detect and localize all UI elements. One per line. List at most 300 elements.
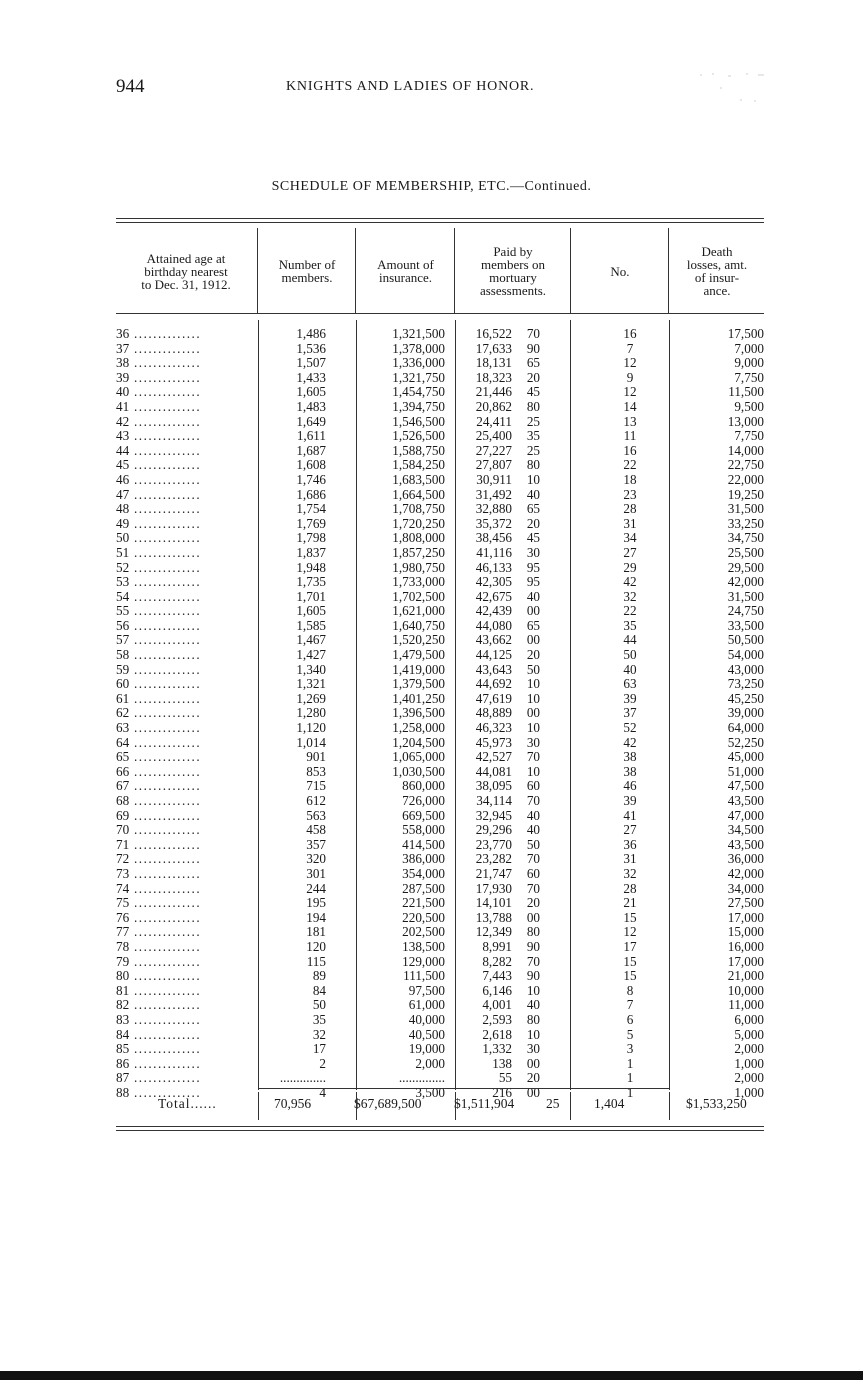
table-row [116,590,764,605]
cell-amount: 1,394,750 [392,398,445,414]
cell-age [116,794,248,809]
table-row [116,940,764,955]
cell-paid: 44,692 [475,676,512,692]
table-row [116,838,764,853]
leader-dots: .............. [129,648,202,663]
leader-dots: .............. [129,939,202,954]
cell-paid: 2,618 [482,1026,512,1042]
cell-amount: 1,479,500 [392,647,445,663]
cell-no: 14 [623,398,637,414]
leader-dots: .............. [129,399,202,414]
leader-dots: .............. [129,677,202,692]
cell-death: 33,250 [727,515,764,531]
cell-death: 11,500 [728,384,764,400]
cell-death: 2,000 [734,1041,764,1057]
cell-death: 11,000 [728,997,764,1013]
header-paid-line: Paid by [493,244,533,259]
header-members [259,232,355,310]
cell-cents: 30 [526,544,540,560]
cell-members: 612 [306,793,326,808]
cell-cents: 00 [526,603,540,619]
cell-amount: 1,664,500 [392,486,445,502]
cell-members: 195 [306,895,326,911]
cell-cents: 40 [526,997,540,1013]
cell-age-value: 63 [116,721,130,736]
cell-members: 458 [306,822,326,838]
cell-amount: 202,500 [402,924,445,940]
column-divider [355,228,356,314]
cell-age-value: 44 [116,443,130,458]
cell-cents: 10 [526,982,540,998]
leader-dots: .............. [129,531,202,546]
table-row [116,867,764,882]
total-members: 70,956 [274,1096,312,1111]
header-death-line: Death [701,244,733,259]
cell-members: 1,120 [296,720,326,736]
cell-amount: 1,378,000 [392,340,445,356]
cell-members: 1,649 [296,413,326,429]
cell-amount: 1,401,250 [392,690,445,706]
cell-cents: 90 [526,938,540,954]
table-row [116,575,764,590]
table-row [116,385,764,400]
leader-dots: .............. [129,852,202,867]
cell-amount: 1,336,000 [392,355,445,371]
cell-cents: 20 [526,369,540,385]
cell-amount: 860,000 [402,778,445,794]
header-rule [116,313,764,314]
cell-death: 43,500 [727,793,764,808]
cell-age-value: 66 [116,764,130,779]
cell-age [116,1057,248,1072]
cell-age-value: 48 [116,502,130,517]
cell-no: 15 [623,968,637,984]
leader-dots: .............. [129,502,202,517]
cell-amount: 1,258,000 [392,720,445,736]
cell-age [116,867,248,882]
cell-cents: 70 [526,326,540,341]
table-row [116,882,764,897]
table-row [116,663,764,678]
cell-death: 7,000 [734,340,764,356]
cell-paid: 35,372 [475,515,512,531]
cell-paid: 34,114 [476,793,512,808]
cell-death: 1,000 [734,1055,764,1071]
cell-cents: 80 [526,398,540,414]
cell-members: 89 [312,968,326,984]
cell-age-value: 51 [116,545,130,560]
cell-cents: 10 [526,763,540,779]
cell-age [116,750,248,765]
leader-dots: .............. [129,808,202,823]
cell-paid: 6,146 [482,982,512,998]
cell-age [116,356,248,371]
cell-members: 120 [306,938,326,954]
cell-age [116,969,248,984]
leader-dots: .............. [129,618,202,633]
table-row [116,1013,764,1028]
cell-age [116,458,248,473]
table-row [116,1057,764,1072]
column-divider [669,1092,670,1120]
cell-amount: 1,546,500 [392,413,445,429]
running-head: KNIGHTS AND LADIES OF HONOR. [286,79,535,94]
total-no: 1,404 [594,1096,625,1111]
cell-amount: 3,500 [415,1084,445,1100]
table-row [116,969,764,984]
cell-members: 1,948 [296,559,326,575]
cell-no: 18 [623,471,637,487]
leader-dots: .............. [129,370,202,385]
cell-members: 1,486 [296,326,326,341]
table-row [116,356,764,371]
cell-no: 28 [623,501,637,517]
cell-amount: 386,000 [402,851,445,867]
cell-cents: 20 [526,515,540,531]
total-row [116,1096,764,1112]
cell-amount: 97,500 [408,982,445,998]
cell-age-value: 43 [116,429,130,444]
cell-age [116,852,248,867]
cell-no: 11 [623,428,637,444]
top-rule-2 [116,222,764,223]
cell-amount: 1,204,500 [392,734,445,750]
table-row [116,925,764,940]
table-row [116,502,764,517]
leader-dots: .............. [129,764,202,779]
cell-age-value: 67 [116,779,130,794]
cell-no: 36 [623,836,637,852]
cell-age [116,531,248,546]
cell-death: 19,250 [727,486,764,502]
leader-dots: .............. [129,735,202,750]
cell-amount: 1,526,500 [392,428,445,444]
cell-amount: 1,808,000 [392,530,445,546]
total-cents: 25 [546,1096,560,1111]
cell-no: 21 [623,895,637,911]
cell-amount: 1,454,750 [392,384,445,400]
cell-age [116,546,248,561]
cell-death: 51,000 [727,763,764,779]
table-row [116,852,764,867]
cell-paid: 18,131 [475,355,512,371]
cell-no: 1 [626,1055,634,1071]
cell-paid: 45,973 [475,734,512,750]
column-divider [258,1092,259,1120]
leader-dots: .............. [129,414,202,429]
cell-age-value: 80 [116,969,130,984]
cell-age [116,633,248,648]
cell-cents: 40 [526,822,540,838]
table-row [116,429,764,444]
cell-age-value: 56 [116,618,130,633]
cell-death: 64,000 [727,720,764,736]
cell-members: 1,686 [296,486,326,502]
leader-dots: .............. [129,472,202,487]
cell-age [116,663,248,678]
cell-paid: 2,593 [482,1011,512,1027]
cell-cents: 90 [526,968,540,984]
table-body [116,327,764,1100]
leader-dots: .............. [129,750,202,765]
cell-cents: 00 [526,705,540,721]
cell-death: 24,750 [727,603,764,619]
leader-dots: .............. [129,575,202,590]
cell-no: 39 [623,690,637,706]
header-members-line: members. [281,270,333,285]
leader-dots: .............. [129,866,202,881]
cell-cents: 25 [526,413,540,429]
cell-amount: 726,000 [402,793,445,808]
cell-age-value: 59 [116,662,130,677]
leader-dots: .............. [129,721,202,736]
cell-members: 320 [306,851,326,867]
cell-cents: 10 [526,720,540,736]
cell-age [116,896,248,911]
cell-amount: 19,000 [408,1041,445,1057]
cell-no: 27 [623,544,637,560]
cell-age-value: 65 [116,750,130,765]
cell-age [116,604,248,619]
header-members-line: Number of [278,257,336,272]
leader-dots: .............. [129,327,202,341]
cell-death: 27,500 [727,895,764,911]
cell-no: 12 [623,355,637,371]
cell-cents: 90 [526,340,540,356]
cell-paid: 29,296 [475,822,512,838]
cell-no: 12 [623,384,637,400]
leader-dots: .............. [129,633,202,648]
cell-members: 301 [306,865,326,881]
cell-age [116,809,248,824]
table-row [116,721,764,736]
cell-amount: 1,520,250 [392,632,445,648]
table-row [116,706,764,721]
cell-age [116,838,248,853]
scan-marks [698,70,768,110]
cell-no: 31 [623,515,637,531]
table-row [116,633,764,648]
cell-amount: 40,000 [408,1011,445,1027]
cell-no: 7 [626,997,634,1013]
table-row [116,415,764,430]
cell-age [116,429,248,444]
cell-death: 47,000 [727,807,764,823]
table-row [116,619,764,634]
cell-members: 1,014 [296,734,326,750]
cell-age [116,765,248,780]
cell-amount: 2,000 [415,1055,445,1071]
cell-age [116,823,248,838]
cell-paid: 8,991 [482,938,512,954]
cell-death: 9,500 [734,398,764,414]
cell-amount: 287,500 [402,880,445,896]
cell-paid: 38,095 [475,778,512,794]
table-caption: SCHEDULE OF MEMBERSHIP, ETC.—Continued. [271,179,592,194]
cell-age [116,925,248,940]
table-row [116,677,764,692]
cell-age [116,1013,248,1028]
leader-dots: .............. [129,969,202,984]
cell-age-value: 46 [116,472,130,487]
cell-cents: 00 [526,1055,540,1071]
cell-death: 16,000 [727,938,764,954]
leader-dots: .............. [129,998,202,1013]
cell-age [116,473,248,488]
cell-no: 23 [623,486,637,502]
table-row [116,517,764,532]
cell-death: 21,000 [727,968,764,984]
cell-paid: 42,305 [475,574,512,590]
cell-amount: 1,584,250 [392,457,445,473]
cell-death: 42,000 [727,865,764,881]
cell-no: 5 [626,1026,634,1042]
cell-death: 15,000 [727,924,764,940]
cell-age [116,706,248,721]
table-row [116,531,764,546]
cell-age [116,998,248,1013]
cell-paid: 31,492 [475,486,512,502]
column-divider [257,228,258,314]
cell-members: 563 [306,807,326,823]
leader-dots: .............. [129,487,202,502]
column-divider [455,1092,456,1120]
leader-dots: .............. [129,954,202,969]
table-row [116,546,764,561]
table-row [116,779,764,794]
cell-cents: 45 [526,530,540,546]
cell-amount: 61,000 [408,997,445,1013]
cell-paid: 47,619 [475,690,512,706]
cell-age [116,736,248,751]
cell-age-value: 87 [116,1071,130,1086]
cell-death: 39,000 [727,705,764,721]
cell-amount: 129,000 [402,953,445,969]
cell-no: 8 [626,982,634,998]
cell-paid: 23,770 [475,836,512,852]
cell-no: 7 [626,340,634,356]
cell-no: 46 [623,778,637,794]
cell-paid: 27,807 [475,457,512,473]
cell-cents: 70 [526,880,540,896]
table-row [116,809,764,824]
leader-dots: .............. [129,1042,202,1057]
cell-no: 9 [626,369,634,385]
cell-cents: 10 [526,471,540,487]
total-amount: $67,689,500 [354,1096,422,1111]
cell-cents: 10 [526,1026,540,1042]
cell-paid: 44,125 [475,647,512,663]
header-age [116,232,256,310]
cell-cents: 80 [526,1011,540,1027]
cell-age [116,677,248,692]
header-death-line: ance. [703,283,731,298]
column-divider [356,1092,357,1120]
cell-paid: 46,323 [475,720,512,736]
cell-no: 42 [623,734,637,750]
header-amount-line: Amount of [377,257,434,272]
column-divider [570,228,571,314]
cell-age [116,517,248,532]
cell-age [116,575,248,590]
cell-paid: 20,862 [475,398,512,414]
leader-dots: .............. [129,516,202,531]
cell-age [116,327,248,342]
cell-paid: 138 [492,1055,512,1071]
cell-members: 244 [306,880,326,896]
table-header [116,232,764,310]
cell-members: 1,837 [296,544,326,560]
cell-cents: 40 [526,588,540,604]
cell-cents: 70 [526,749,540,765]
cell-age-value: 50 [116,531,130,546]
cell-cents: 80 [526,924,540,940]
cell-amount: 111,500 [403,968,445,984]
header-death-line: of insur- [694,270,740,285]
cell-paid: 17,633 [475,340,512,356]
total-paid: $1,511,904 [454,1096,515,1111]
cell-age-value: 38 [116,356,130,371]
cell-age-value: 77 [116,925,130,940]
cell-amount: 1,379,500 [392,676,445,692]
cell-age-value: 88 [116,1085,130,1100]
leader-dots: .............. [129,560,202,575]
cell-members: 1,433 [296,369,326,385]
leader-dots: .............. [129,823,202,838]
leader-dots: .............. [129,779,202,794]
cell-cents: 45 [526,384,540,400]
cell-paid: 4,001 [482,997,512,1013]
cell-amount: 1,065,000 [392,749,445,765]
cell-death: 33,500 [727,617,764,633]
bottom-border [0,1371,863,1380]
cell-paid: 216 [492,1084,512,1100]
cell-members: 2 [319,1055,326,1071]
cell-death: 6,000 [734,1011,764,1027]
cell-paid: 32,945 [475,807,512,823]
cell-death: 22,750 [727,457,764,473]
cell-members: 1,687 [296,442,326,458]
table-row [116,984,764,999]
header-amount [357,232,454,310]
cell-cents: 95 [526,574,540,590]
cell-paid: 44,081 [475,763,512,779]
cell-no: 41 [623,807,637,823]
header-paid-line: members on [481,257,545,272]
leader-dots: .............. [129,341,202,356]
cell-members: 4 [319,1084,326,1100]
leader-dots: .............. [129,837,202,852]
cell-age [116,371,248,386]
cell-death: 1,000 [734,1084,764,1100]
cell-no: 22 [623,603,637,619]
cell-death: 47,500 [727,778,764,794]
cell-no: 50 [623,647,637,663]
cell-age [116,779,248,794]
table-row [116,488,764,503]
cell-amount: 669,500 [402,807,445,823]
cell-death: 31,500 [727,501,764,517]
cell-age [116,488,248,503]
cell-cents: 30 [526,734,540,750]
header-age-line: to Dec. 31, 1912. [141,276,231,292]
cell-death: 17,500 [727,326,764,341]
cell-age-value: 79 [116,954,130,969]
top-rule-1 [116,218,764,219]
cell-no: 16 [623,326,637,341]
cell-amount: 1,621,000 [392,603,445,619]
column-divider [570,1092,571,1120]
